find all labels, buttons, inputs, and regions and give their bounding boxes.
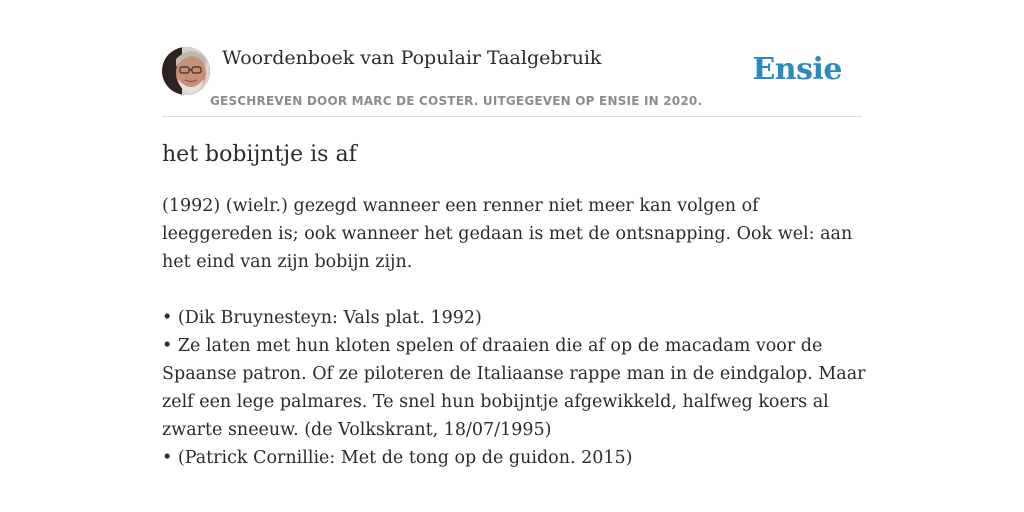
entry-body xyxy=(162,192,866,472)
author-avatar[interactable] xyxy=(162,47,210,95)
citation-item: • (Dik Bruynesteyn: Vals plat. 1992) xyxy=(162,308,482,328)
book-title[interactable]: Woordenboek van Populair Taalgebruik xyxy=(222,47,602,69)
citation-item: • Ze laten met hun kloten spelen of draaien die af op de macadam voor de Spaanse patron. Of ze piloteren de Italiaanse rappe man in de eindgalop. Maar zelf een lege palmares. Te snel hun bobijntje afgewikkeld, halfweg koers al zwarte sneeuw. (de Volkskrant, 18/07/1995) xyxy=(162,336,866,440)
definition-text: (1992) (wielr.) gezegd wanneer een renner niet meer kan volgen of leeggereden is; ook wanneer het gedaan is met de ontsnapping. Ook wel: aan het eind van zijn bobijn zijn. xyxy=(162,196,853,272)
paragraph-gap xyxy=(162,276,866,304)
ensie-logo[interactable]: Ensie xyxy=(752,52,842,87)
avatar-image xyxy=(162,47,210,95)
author-byline: GESCHREVEN DOOR MARC DE COSTER. UITGEGEVEN OP ENSIE IN 2020. xyxy=(210,94,703,108)
entry-title: het bobijntje is af xyxy=(162,142,357,167)
citation-item: • (Patrick Cornillie: Met de tong op de guidon. 2015) xyxy=(162,448,633,468)
header xyxy=(162,46,862,117)
